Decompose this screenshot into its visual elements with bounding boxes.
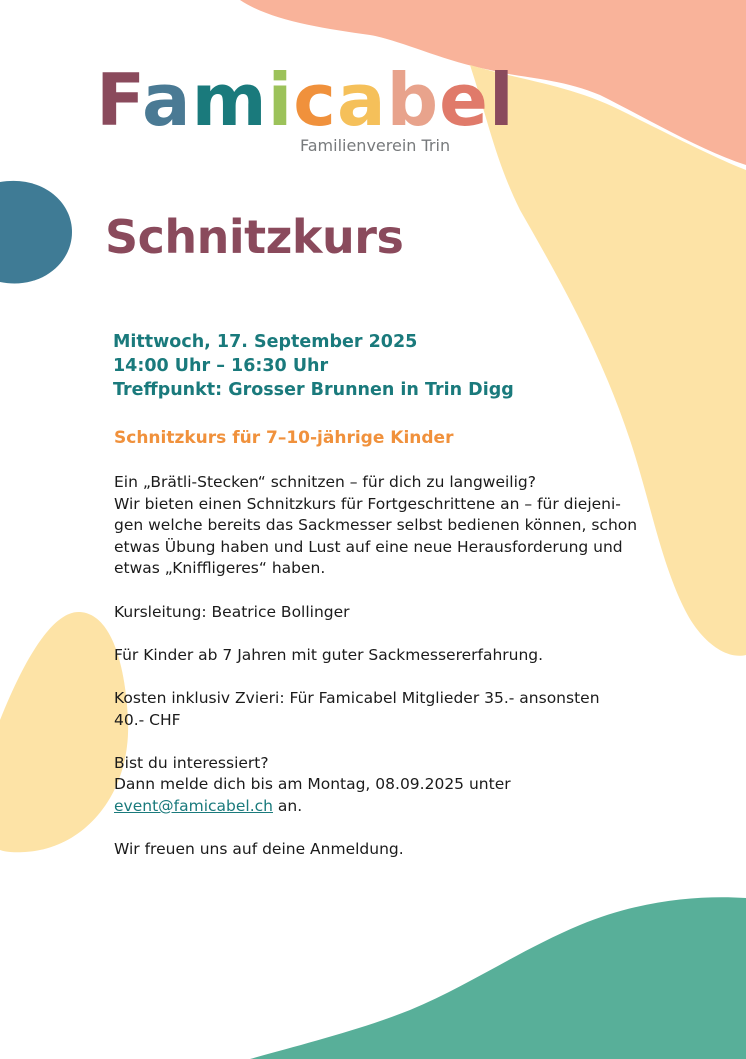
logo-letter: l	[488, 58, 515, 142]
green-wave	[250, 897, 746, 1059]
intro-line: etwas „Kniffligeres“ haben.	[114, 559, 326, 578]
logo	[96, 58, 515, 142]
logo-letter: e	[439, 58, 489, 142]
page-title: Schnitzkurs	[105, 210, 404, 264]
intro-line: gen welche bereits das Sackmesser selbst bedienen können, schon	[114, 516, 638, 535]
audience-paragraph: Für Kinder ab 7 Jahren mit guter Sackmessererfahrung.	[114, 645, 544, 664]
logo-letter: a	[141, 58, 192, 142]
event-info	[113, 330, 514, 402]
logo-letter: b	[386, 58, 440, 142]
closing-paragraph: Wir freuen uns auf deine Anmeldung.	[114, 840, 404, 859]
instructor-paragraph: Kursleitung: Beatrice Bollinger	[114, 602, 350, 621]
cost-line: Kosten inklusiv Zvieri: Für Famicabel Mitglieder 35.- ansonsten	[114, 688, 600, 707]
event-meeting-point: Treffpunkt: Grosser Brunnen in Trin Digg	[113, 380, 514, 400]
logo-letter: c	[293, 58, 337, 142]
body-text	[114, 472, 724, 882]
intro-line: Wir bieten einen Schnitzkurs für Fortgeschrittene an – für diejeni-	[114, 494, 621, 513]
logo-letter: a	[336, 58, 387, 142]
register-line: Dann melde dich bis am Montag, 08.09.2025 unter	[114, 775, 511, 794]
event-date: Mittwoch, 17. September 2025	[113, 332, 418, 352]
yellow-blob-left	[0, 612, 128, 852]
intro-paragraph	[114, 472, 724, 580]
logo-letter: F	[96, 58, 142, 142]
event-time: 14:00 Uhr – 16:30 Uhr	[113, 356, 329, 376]
cost-line: 40.- CHF	[114, 710, 181, 729]
intro-line: etwas Übung haben und Lust auf eine neue Herausforderung und	[114, 537, 623, 556]
registration-paragraph	[114, 753, 724, 818]
email-line	[114, 796, 724, 818]
intro-line: Ein „Brätli-Stecken“ schnitzen – für dich zu langweilig?	[114, 473, 536, 491]
question-line: Bist du interessiert?	[114, 753, 269, 772]
logo-subtitle: Familienverein Trin	[300, 136, 451, 155]
logo-wordmark	[96, 58, 515, 142]
email-link[interactable]: event@famicabel.ch	[114, 796, 273, 815]
course-subheading: Schnitzkurs für 7–10-jährige Kinder	[114, 428, 454, 448]
email-suffix: an.	[272, 796, 303, 815]
blue-circle	[0, 181, 72, 284]
logo-letter: i	[267, 58, 294, 142]
cost-paragraph	[114, 688, 724, 731]
logo-letter: m	[191, 58, 268, 142]
